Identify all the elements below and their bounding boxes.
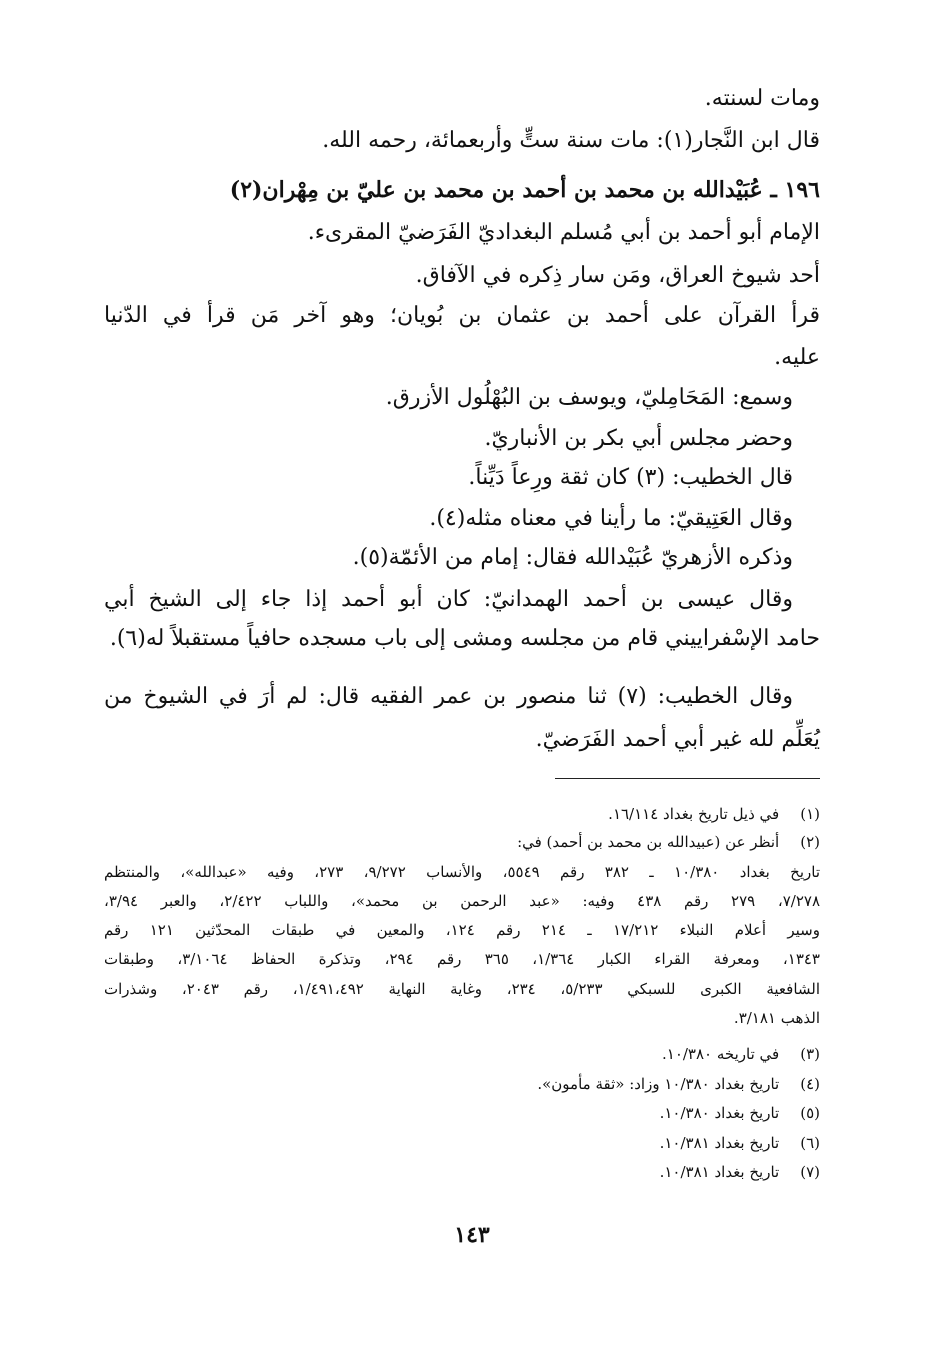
- text-line: وحضر مجلس أبي بكر بن الأنباريّ.: [484, 426, 793, 451]
- footnote: [608, 802, 820, 826]
- footnote-text: أنظر عن (عبيدالله بن محمد بن أحمد) في:: [517, 833, 780, 851]
- text-line: قرأ القرآن على أحمد بن عثمان بن بُويان؛ وهو آخر مَن قرأ في الدّنيا: [104, 303, 820, 328]
- footnote-number: (١): [800, 805, 820, 823]
- footnote-text: في تاريخه ١٠/٣٨٠.: [661, 1045, 780, 1063]
- footnote: [662, 1042, 820, 1066]
- footnote-text: تاريخ بغداد ١٠/٣٨١.: [659, 1134, 780, 1152]
- entry-heading: ١٩٦ ـ عُبَيْدالله بن محمد بن أحمد بن محمد بن عليّ بن مِهْران(٢): [229, 177, 820, 203]
- text-line: وقال الخطيب: (٧) ثنا منصور بن عمر الفقيه قال: لم أرَ في الشيوخ من: [104, 684, 793, 709]
- text-line: قال ابن النَّجار(١): مات سنة ستٍّ وأربعمائة، رحمه الله.: [322, 128, 820, 153]
- footnote-number: (٧): [800, 1163, 820, 1181]
- footnote-number: (٥): [800, 1104, 820, 1122]
- text-line: قال الخطيب: (٣) كان ثقة ورِعاً دَيِّناً.: [468, 465, 793, 490]
- footnote-separator: [555, 778, 820, 779]
- footnote-continuation: ٧/٢٧٨، ٢٧٩ رقم ٤٣٨ وفيه: «عبد الرحمن بن محمد»، واللباب ٢/٤٢٢، والعبر ٣/٩٤،: [104, 892, 821, 910]
- text-line: عليه.: [774, 345, 820, 370]
- footnote-continuation: الشافعية الكبرى للسبكي ٥/٢٣٣، ٢٣٤، وغاية النهاية ١/٤٩١،٤٩٢، رقم ٢٠٤٣، وشذرات: [104, 980, 821, 998]
- footnote-number: (٦): [800, 1134, 820, 1152]
- footnote-continuation: وسير أعلام النبلاء ١٧/٢١٢ ـ ٢١٤ رقم ١٢٤، والمعين في طبقات المحدّثين ١٢١ رقم: [104, 921, 820, 939]
- footnote-number: (٣): [800, 1045, 820, 1063]
- footnote-number: (٤): [800, 1075, 820, 1093]
- text-line: وقال العَتِيقيّ: ما رأينا في معناه مثله(٤).: [429, 506, 793, 531]
- text-line: وسمع: المَحَامِليّ، ويوسف بن البُهْلُول الأزرق.: [385, 385, 793, 410]
- text-line: أحد شيوخ العراق، ومَن سار ذِكره في الآفاق.: [415, 263, 820, 288]
- footnote-number: (٢): [800, 833, 820, 851]
- text-line: حامد الإسْفراييني قام من مجلسه ومشى إلى باب مسجده حافياً مستقبلاً له(٦).: [109, 626, 820, 651]
- page-number: ١٤٣: [454, 1222, 490, 1248]
- footnote: [660, 1101, 820, 1125]
- footnote-continuation: تاريخ بغداد ١٠/٣٨٠ ـ ٣٨٢ رقم ٥٥٤٩، والأنساب ٩/٢٧٢، ٢٧٣، وفيه «عبدالله»، والمنتظم: [104, 863, 821, 881]
- footnote-continuation: ١٣٤٣، ومعرفة القراء الكبار ١/٣٦٤، ٣٦٥ رقم ٢٩٤، وتذكرة الحفاظ ٣/١٠٦٤، وطبقات: [104, 950, 820, 968]
- footnote-text: في ذيل تاريخ بغداد ١٦/١١٤.: [608, 805, 780, 823]
- text-line: الإمام أبو أحمد بن أبي مُسلم البغداديّ الفَرَضيّ المقرىء.: [307, 220, 820, 245]
- footnote: [660, 1160, 820, 1184]
- text-line: وقال عيسى بن أحمد الهمدانيّ: كان أبو أحمد إذا جاء إلى الشيخ أبي: [104, 587, 793, 612]
- footnote-continuation: الذهب ٣/١٨١.: [733, 1009, 820, 1027]
- text-line: يُعَلِّم لله غير أبي أحمد الفَرَضيّ.: [535, 727, 820, 752]
- footnote: [660, 1131, 820, 1155]
- footnote-text: تاريخ بغداد ١٠/٣٨٠ وزاد: «ثقة مأمون».: [537, 1075, 780, 1093]
- text-line: ومات لسنته.: [704, 86, 820, 111]
- text-line: وذكره الأزهريّ عُبَيْدالله فقال: إمام من الأئمّة(٥).: [352, 545, 793, 570]
- footnote-text: تاريخ بغداد ١٠/٣٨٠.: [659, 1104, 780, 1122]
- footnote: [537, 1072, 820, 1096]
- footnote: [517, 830, 820, 854]
- footnote-text: تاريخ بغداد ١٠/٣٨١.: [659, 1163, 780, 1181]
